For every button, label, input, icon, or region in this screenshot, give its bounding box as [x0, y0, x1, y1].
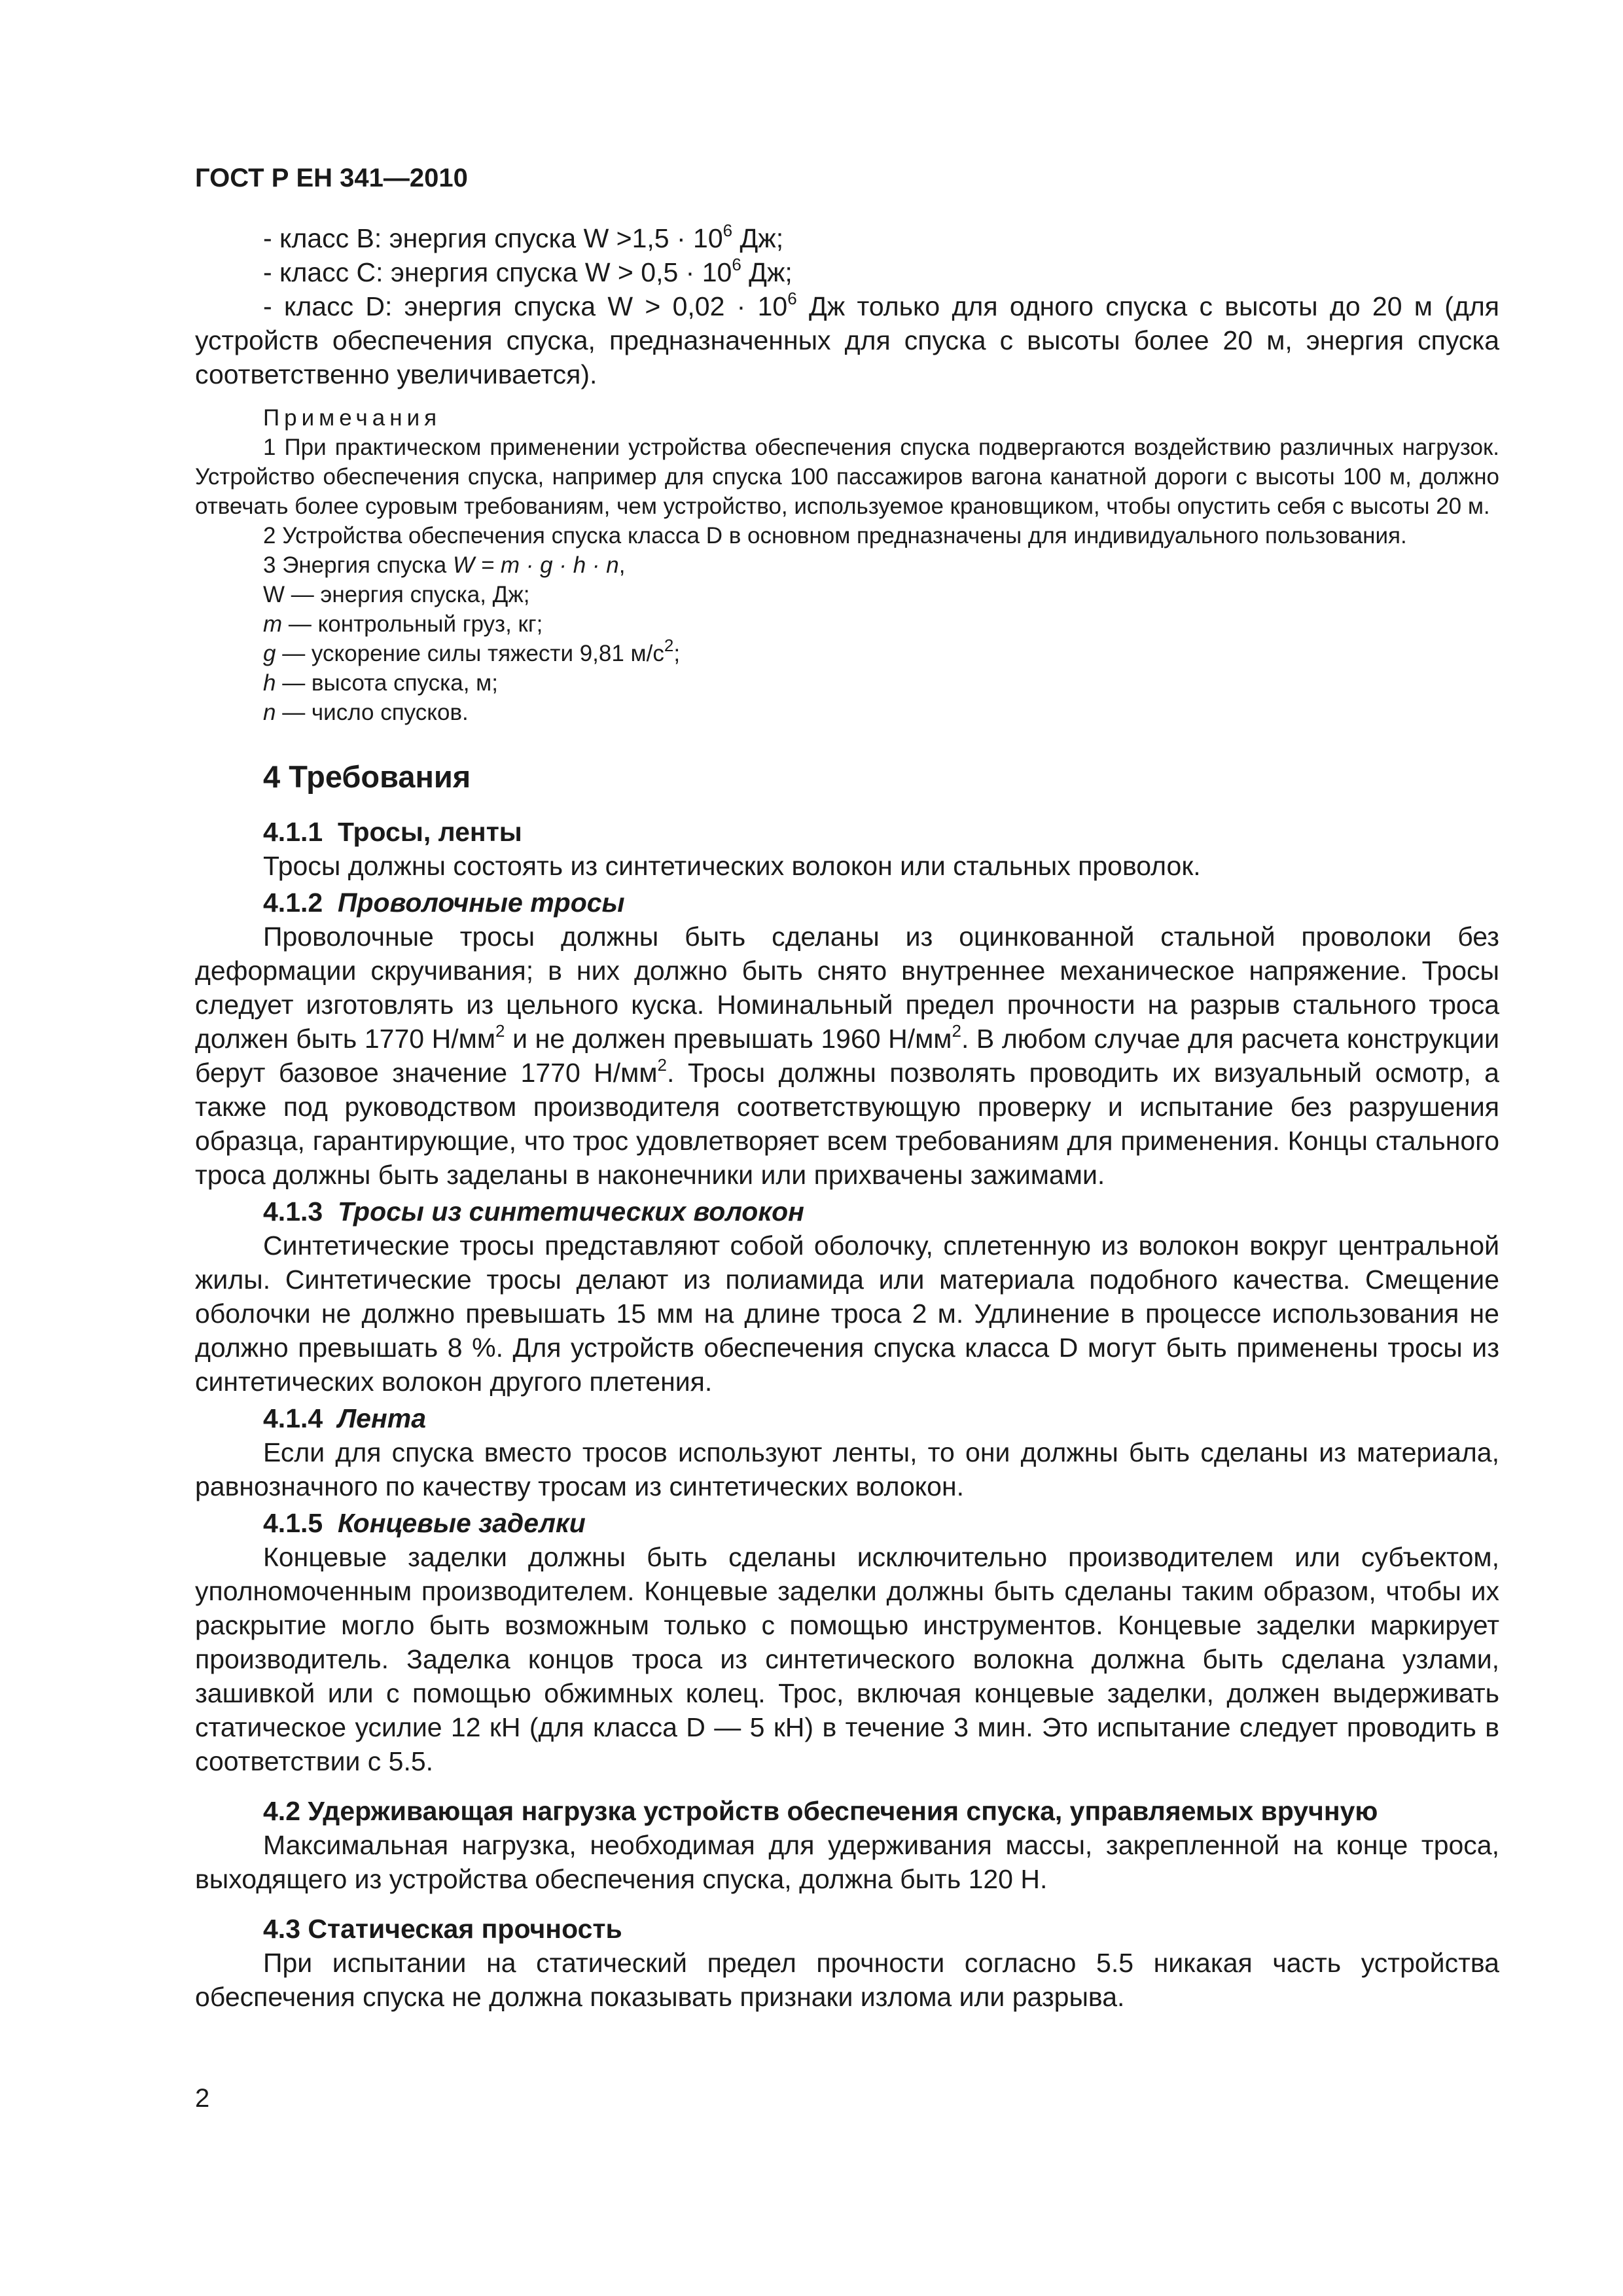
subsection-4-1-2-text [195, 920, 1499, 1192]
subsection-title: Тросы из синтетических волокон [338, 1196, 804, 1227]
subsection-number: 4.1.2 [263, 888, 323, 918]
subsection-4-1-4-heading [195, 1401, 1499, 1435]
var-n-symbol: n [263, 700, 276, 725]
section-4-heading: 4 Требования [263, 759, 471, 794]
unit-exponent: 2 [952, 1021, 961, 1041]
subsection-title: Концевые заделки [338, 1508, 586, 1538]
var-m-symbol: m [263, 611, 283, 637]
class-c-item [195, 255, 1499, 289]
subsection-4-2-text: Максимальная нагрузка, необходимая для удерживания массы, закрепленной на конце троса, выходящего из устройства обеспечения спуска, должна быть 120 Н. [195, 1830, 1499, 1894]
note-3-label: 3 Энергия спуска [263, 552, 453, 578]
subsection-number: 4.1.3 [263, 1196, 323, 1227]
text-part: . В любом случае для расчета конструкции берут базовое значение 1770 Н/мм [195, 1024, 1500, 1088]
subsection-4-1-3-heading [195, 1194, 1499, 1229]
class-b-text: - класс B: энергия спуска W >1,5 · 10 [263, 223, 723, 253]
subsection-title: Проволочные тросы [338, 888, 625, 918]
subsection-number: 4.1.1 [263, 817, 323, 847]
subsection-number: 4.1.5 [263, 1508, 323, 1538]
note-3-comma: , [618, 552, 626, 578]
var-g-text: — ускорение силы тяжести 9,81 м/с [276, 641, 664, 666]
var-g-end: ; [673, 641, 681, 666]
notes-block [195, 403, 1499, 727]
var-n [195, 698, 1499, 727]
page-content [195, 221, 1499, 2014]
energy-class-list [195, 221, 1499, 391]
unit-exponent: 2 [495, 1021, 505, 1041]
class-c-text: - класс C: энергия спуска W > 0,5 · 10 [263, 257, 732, 287]
class-b-unit: Дж; [732, 223, 784, 253]
var-m [195, 609, 1499, 639]
subsection-title: Лента [338, 1403, 426, 1433]
var-m-text: — контрольный груз, кг; [282, 611, 543, 637]
class-b-exponent: 6 [722, 221, 733, 241]
notes-title: Примечания [263, 405, 442, 431]
note-1: 1 При практическом применении устройства обеспечения спуска подвергаются воздействию различных нагрузок. Устройство обеспечения спуска, например для спуска 100 пассажиров вагона канатной дороги с высоты 100 м, должно отвечать более суровым требованиям, чем устройство, используемое крановщиком, чтобы опустить себя с высоты 20 м. [195, 435, 1499, 519]
var-w: W — энергия спуска, Дж; [263, 582, 530, 607]
class-d-item [195, 289, 1499, 391]
unit-exponent: 2 [657, 1055, 668, 1075]
subsection-4-1-5-text: Концевые заделки должны быть сделаны исключительно производителем или субъектом, уполномоченным производителем. Концевые заделки должны быть сделаны таким образом, чтобы их раскрытие могло быть возможным только с помощью инструментов. Концевые заделки маркирует производитель. Заделка концов троса из синтетического волокна должна быть сделана узлами, зашивкой или с помощью обжимных колец. Трос, включая концевые заделки, должен выдерживать статическое усилие 12 кН (для класса D — 5 кН) в течение 3 мин. Это испытание следует проводить в соответствии с 5.5. [195, 1542, 1499, 1776]
subsection-4-1-2-heading [195, 886, 1499, 920]
subsection-number: 4.1.4 [263, 1403, 323, 1433]
subsection-4-3-heading: 4.3 Статическая прочность [263, 1914, 622, 1944]
var-g-symbol: g [263, 641, 276, 666]
subsection-title: Тросы, ленты [338, 817, 522, 847]
var-h-symbol: h [263, 670, 276, 696]
document-header: ГОСТ Р ЕН 341—2010 [195, 164, 468, 192]
var-g [195, 636, 1499, 668]
note-2: 2 Устройства обеспечения спуска класса D в основном предназначены для индивидуального пользования. [263, 523, 1407, 548]
text-part: . Тросы должны позволять проводить их визуальный осмотр, а также под руководством производителя соответствующую проверку и испытание без разрушения образца, гарантирующие, что трос удовлетворяет всем требованиям для применения. Концы стального троса должны быть заделаны в наконечники или прихвачены зажимами. [195, 1058, 1499, 1190]
var-n-text: — число спусков. [276, 700, 469, 725]
text-part: Проволочные тросы должны быть сделаны из оцинкованной стальной проволоки без деформации скручивания; в них должно быть снято внутреннее механическое напряжение. Тросы следует изготовлять из цельного куска. Номинальный предел прочности на разрыв стального троса должен быть 1770 Н/мм [195, 922, 1499, 1054]
subsection-4-1-1-text: Тросы должны состоять из синтетических волокон или стальных проволок. [263, 851, 1201, 881]
page-number: 2 [195, 2084, 210, 2113]
var-h [195, 668, 1499, 698]
energy-formula: W = m · g · h · n [452, 552, 619, 578]
note-3 [195, 550, 1499, 580]
class-d-text: - класс D: энергия спуска W > 0,02 · 10 [263, 291, 788, 321]
subsection-4-1-4-text: Если для спуска вместо тросов используют ленты, то они должны быть сделаны из материала, равнозначного по качеству тросам из синтетических волокон. [195, 1437, 1499, 1501]
subsection-4-1-1-heading [195, 815, 1499, 849]
subsection-4-2-heading: 4.2 Удерживающая нагрузка устройств обеспечения спуска, управляемых вручную [263, 1796, 1378, 1826]
text-part: и не должен превышать 1960 Н/мм [505, 1024, 952, 1054]
var-h-text: — высота спуска, м; [276, 670, 498, 696]
class-d-exponent: 6 [787, 289, 797, 309]
class-c-exponent: 6 [732, 255, 741, 275]
class-b-item [195, 221, 1499, 255]
var-g-exponent: 2 [664, 636, 674, 656]
subsection-4-1-5-heading [195, 1506, 1499, 1540]
class-c-unit: Дж; [741, 257, 793, 287]
subsection-4-1-3-text: Синтетические тросы представляют собой оболочку, сплетенную из волокон вокруг центральной жилы. Синтетические тросы делают из полиамида или материала подобного качества. Смещение оболочки не должно превышать 15 мм на длине троса 2 м. Удлинение в процессе использования не должно превышать 8 %. Для устройств обеспечения спуска класса D могут быть применены тросы из синтетических волокон другого плетения. [195, 1230, 1499, 1397]
class-d-tail: Дж только для одного спуска с высоты до 20 м (для устройств обеспечения спуска, предназначенных для спуска с высоты более 20 м, энергия спуска соответственно увеличивается). [195, 291, 1499, 389]
subsection-4-3-text: При испытании на статический предел прочности согласно 5.5 никакая часть устройства обеспечения спуска не должна показывать признаки излома или разрыва. [195, 1948, 1499, 2012]
